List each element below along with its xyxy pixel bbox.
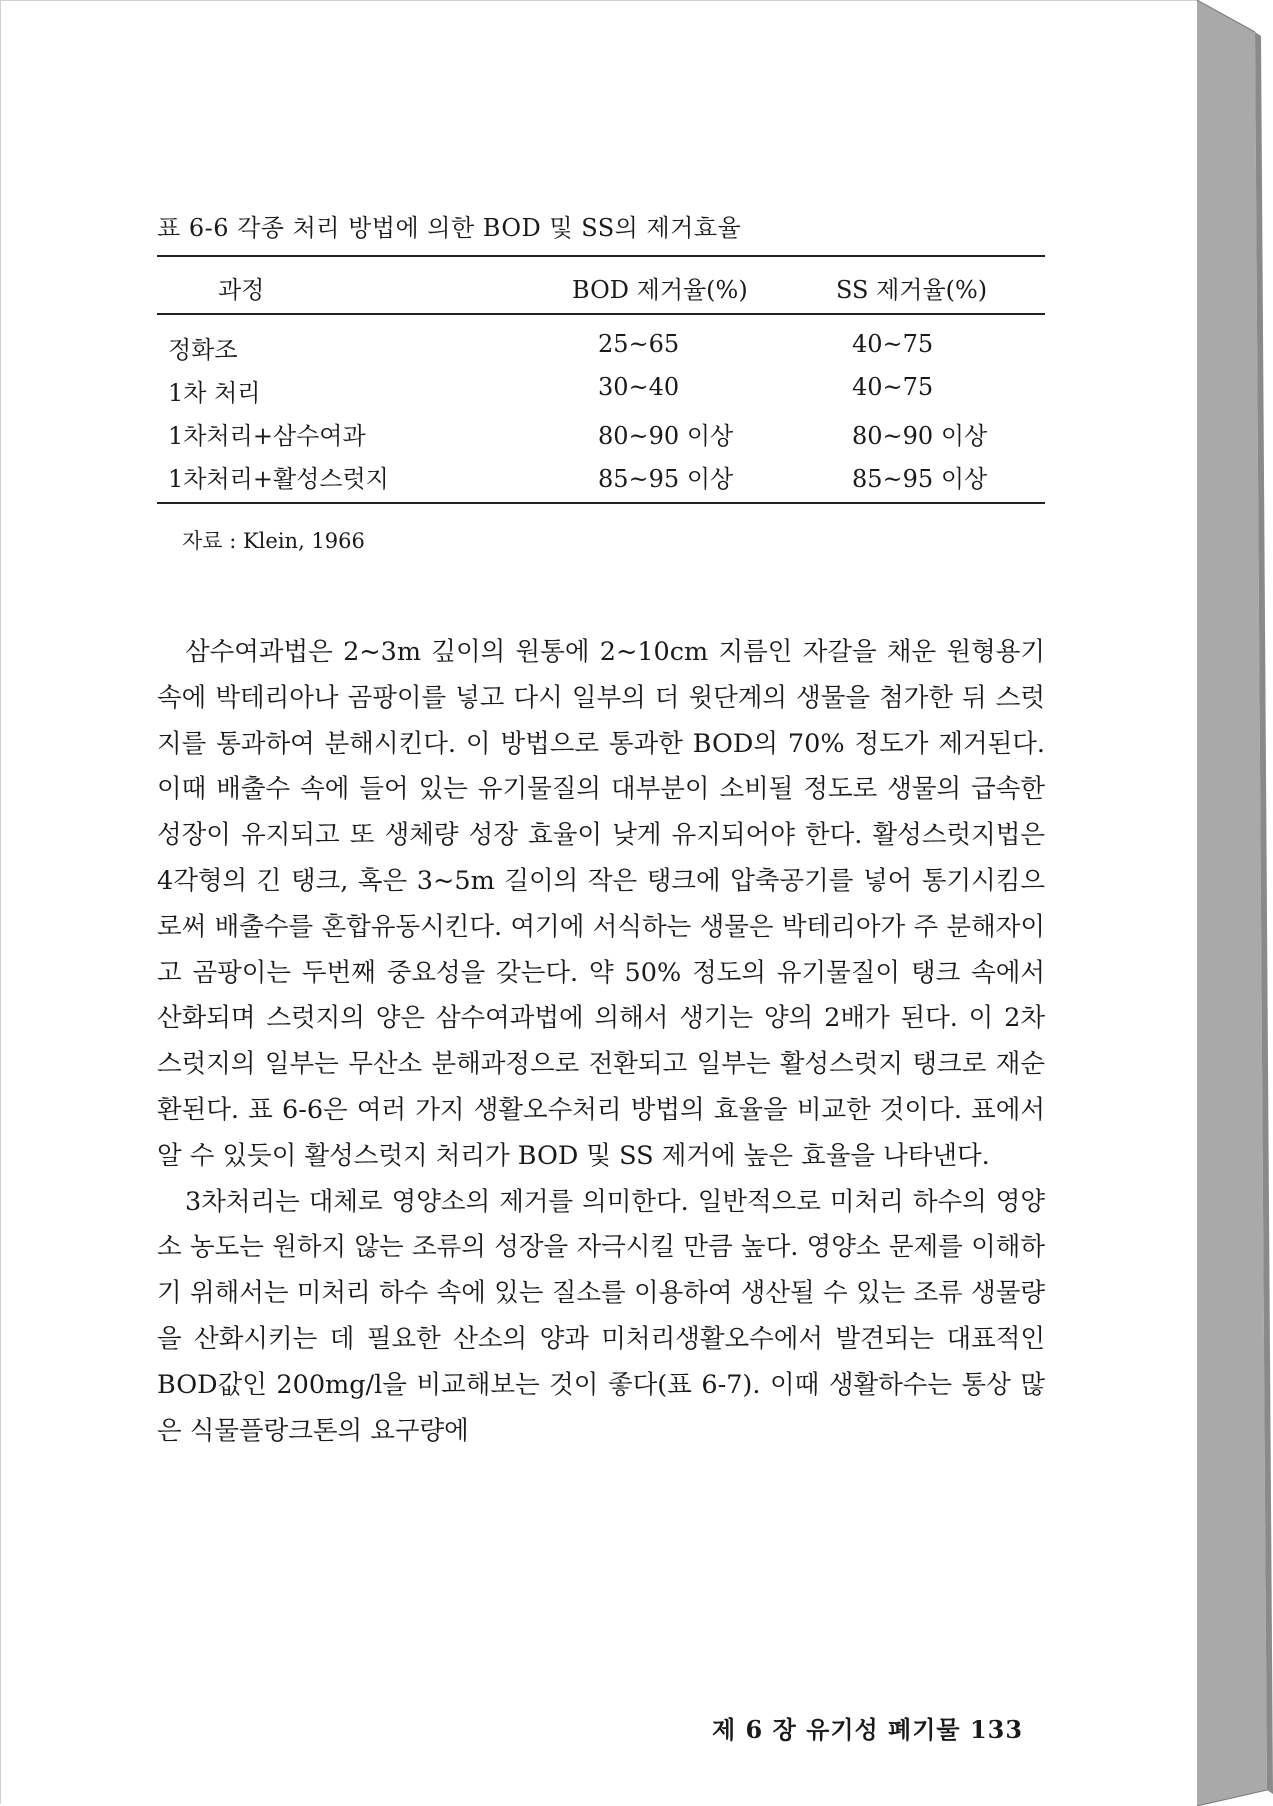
page-footer: 제 6 장 유기성 폐기물 133 [712, 1715, 1024, 1744]
paragraph: 3차처리는 대체로 영양소의 제거를 의미한다. 일반적으로 미처리 하수의 영양소 농도는 원하지 않는 조류의 성장을 자극시킬 만큼 높다. 영양소 문제를 이해하기 위해서는 미처리 하수 속에 있는 질소를 이용하여 생산될 수 있는 조류 생물량을 산화시키는 데 필요한 산소의 양과 미처리생활오수에서 발견되는 대표적인 BOD값인 200mg/l을 비교해보는 것이 좋다(표 6-7). 이때 생활하수는 통상 많은 식물플랑크톤의 요구량에 [157, 1186, 1045, 1446]
row-3-bod: 80~90 이상 [598, 422, 734, 450]
row-3-process: 1차처리+삼수여과 [168, 422, 366, 450]
row-1-bod: 25~65 [598, 330, 680, 358]
row-1-process: 정화조 [168, 336, 238, 364]
row-4-process: 1차처리+활성스럿지 [168, 465, 389, 493]
header-bod: BOD 제거율(%) [572, 276, 748, 304]
table-source: 자료 : Klein, 1966 [182, 529, 365, 553]
row-1-ss: 40~75 [852, 330, 934, 358]
table-top-rule [157, 255, 1045, 257]
header-ss: SS 제거율(%) [836, 276, 988, 304]
body-text [157, 630, 1045, 1454]
table-header-rule [157, 313, 1045, 315]
row-3-ss: 80~90 이상 [852, 422, 988, 450]
row-2-bod: 30~40 [598, 373, 680, 401]
row-4-bod: 85~95 이상 [598, 465, 734, 493]
table-bottom-rule [157, 502, 1045, 504]
page-edge [1197, 0, 1273, 1806]
row-2-ss: 40~75 [852, 373, 934, 401]
header-process: 과정 [218, 276, 265, 304]
row-2-process: 1차 처리 [168, 379, 261, 407]
paragraph: 삼수여과법은 2~3m 깊이의 원통에 2~10cm 지름인 자갈을 채운 원형용기 속에 박테리아나 곰팡이를 넣고 다시 일부의 더 윗단계의 생물을 첨가한 뒤 스럿지를 통과하여 분해시킨다. 이 방법으로 통과한 BOD의 70% 정도가 제거된다. 이때 배출수 속에 들어 있는 유기물질의 대부분이 소비될 정도로 생물의 급속한 성장이 유지되고 또 생체량 성장 효율이 낮게 유지되어야 한다. 활성스럿지법은 4각형의 긴 탱크, 혹은 3~5m 길이의 작은 탱크에 압축공기를 넣어 통기시킴으로써 배출수를 혼합유동시킨다. 여기에 서식하는 생물은 박테리아가 주 분해자이고 곰팡이는 두번째 중요성을 갖는다. 약 50% 정도의 유기물질이 탱크 속에서 산화되며 스럿지의 양은 삼수여과법에 의해서 생기는 양의 2배가 된다. 이 2차 스럿지의 일부는 무산소 분해과정으로 전환되고 일부는 활성스럿지 탱크로 재순환된다. 표 6-6은 여러 가지 생활오수처리 방법의 효율을 비교한 것이다. 표에서 알 수 있듯이 활성스럿지 처리가 BOD 및 SS 제거에 높은 효율을 나타낸다. [157, 637, 1045, 1171]
row-4-ss: 85~95 이상 [852, 465, 988, 493]
table-caption: 표 6-6 각종 처리 방법에 의한 BOD 및 SS의 제거효율 [157, 214, 742, 242]
